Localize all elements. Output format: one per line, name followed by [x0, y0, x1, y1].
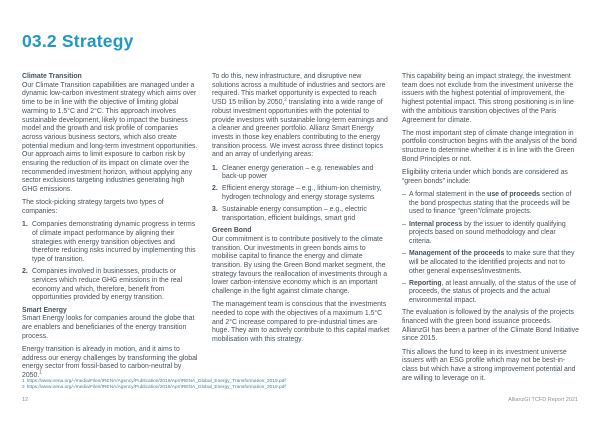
text-run: A formal statement in the: [409, 190, 488, 198]
footnotes: [22, 379, 286, 391]
page-title: 03.2 Strategy: [22, 31, 134, 51]
text-run: This capability being an impact strategy, the investment team does not exclude from the investment universe the issuers with the highest potential of improvement, the highest potential impact. This strong positioning is in line with the ambitious transition objectives of the Paris Agreement for climate.: [402, 73, 574, 124]
list-item-text: [409, 221, 580, 247]
list-item-text: [32, 268, 200, 303]
footnote-reference: 2: [284, 96, 287, 102]
text-run: Smart Energy looks for companies around the globe that are enablers and beneficiaries of the energy transition process.: [22, 315, 195, 340]
bullet-list-item: [402, 280, 580, 306]
text-run: The stock-picking strategy targets two types of companies:: [22, 199, 164, 216]
text-run: Our commitment is to contribute positively to the climate transition. Our investments in green bonds aims to mobilise capital to finance the energy and climate transition. By using the Green Bond market segment, the strategy favours the reallocation of investments through a lower carbon-intensive economy which is an important challenge in the fight against climate change.: [212, 235, 388, 296]
text-run: To do this, new infrastructure, and disruptive new solutions across a multitude of industries and sectors are required. This market opportunity is expected to reach USD 15 trillion by 2050,: [212, 73, 386, 107]
bullet-list-item: [402, 191, 580, 217]
footnote-link[interactable]: https://www.irena.org/-/media/Files/IRENA/Agency/Publication/2019/Apr/IRENA_Global_Energy_Transformation_2019.pdf: [26, 379, 286, 384]
list-item-text: [222, 165, 390, 182]
page-footer: [22, 397, 578, 403]
page-number: 12: [22, 397, 29, 403]
list-marker: 3.: [212, 206, 218, 214]
text-run: to make sure that they will be allocated to the identified projects and not to other general expenses/investments.: [409, 250, 575, 275]
paragraph: [212, 301, 390, 345]
paragraph: [212, 73, 390, 160]
text-run: The management team is conscious that the investments needed to cope with the objectives of a maximum 1.5°C and 2°C increase compared to pre-industrial times are huge. They aim to actively contribute to this capital market mobilisation with this strategy.: [212, 301, 390, 344]
text-run: translating into a wide range of robust investment opportunities with the potential to provide investors with sustainable long-term earnings and a cleaner and greener portfolio. Allianz Smart Energy invests in those key enablers contributing to the energy transition process. We invest across three distinct topics and an array of underlying areas:: [212, 99, 388, 159]
list-marker: –: [402, 190, 406, 198]
text-run: Reporting: [409, 279, 442, 287]
footnote-reference: 1: [39, 369, 42, 375]
numbered-list-item: [22, 221, 200, 265]
text-run: Our Climate Transition capabilities are managed under a dynamic low-carbon investment strategy which aims over time to be in line with the objective of limiting global warming to 1.5°C and 2°C. This approach involves sustainable development, likely to impact the business model and the growth and risk profile of companies across various business sectors, which also create potential medium and long-term investment opportunities. Our approach aims to limit exposure to carbon risk by ensuring the reduction of its impact on climate over the recommended investment horizon, without applying any sector exclusions targeting industries generating high GHG emissions.: [22, 81, 198, 194]
text-column-3: [402, 73, 580, 388]
list-marker: 1.: [22, 221, 28, 229]
list-marker: 2.: [212, 185, 218, 193]
text-run: , at least annually, of the status of the use of proceeds, the status of projects and the actual environmental impact.: [409, 279, 576, 305]
paragraph: [402, 309, 580, 344]
text-column-1: [22, 73, 200, 388]
list-item-text: [222, 185, 390, 202]
bullet-list-item: [402, 221, 580, 247]
text-run: section of the bond prospectus stating that the proceeds will be used to finance “green”/climate projects.: [409, 190, 572, 216]
bullet-list-item: [402, 250, 580, 276]
numbered-list-item: [212, 165, 390, 182]
list-item-text: [409, 280, 580, 306]
paragraph: [212, 236, 390, 297]
paragraph: [22, 82, 200, 195]
list-marker: 2.: [22, 268, 28, 276]
text-run: Internal process: [409, 220, 463, 228]
footnote: [22, 385, 286, 391]
paragraph: [402, 130, 580, 165]
section-heading: Green Bond: [212, 227, 252, 235]
text-run: The most important step of climate change integration in portfolio construction begins with the analysis of the bond structure to determine whether it is in line with the Green Bond Principles or not.: [402, 129, 577, 163]
paragraph: [402, 349, 580, 384]
list-marker: –: [402, 250, 406, 258]
text-run: Companies demonstrating dynamic progress in terms of climate impact performance by aligning their strategies with energy transition objectives and therefore reducing risks incurred by implementing this type of transition.: [32, 221, 196, 264]
numbered-list-item: [212, 206, 390, 223]
content-columns: [22, 73, 578, 388]
text-run: Companies involved in businesses, products or services which reduce GHG emissions in the real economy and which, therefore, benefit from opportunities provided by energy transition.: [32, 268, 183, 302]
list-marker: 1.: [212, 164, 218, 172]
list-item-text: [409, 191, 580, 217]
paragraph: [22, 315, 200, 341]
footnote-marker: 1: [22, 379, 25, 384]
text-run: Cleaner energy generation – e.g. renewables and back-up power: [222, 164, 374, 181]
report-name: AllianzGI TCFD Report 2021: [508, 397, 578, 403]
text-column-2: [212, 73, 390, 388]
text-run: Sustainable energy consumption – e.g., electric transportation, efficient buildings, smart grid: [222, 206, 367, 223]
text-run: Management of the proceeds: [409, 250, 505, 258]
list-item-text: [32, 221, 200, 265]
footnote-marker: 2: [22, 384, 25, 390]
text-run: The evaluation is followed by the analysis of the projects financed with the green bond issuance proceeds. AllianzGI has been a partner of the Climate Bond Initiative since 2015.: [402, 309, 579, 343]
list-item-text: [409, 250, 580, 276]
numbered-list-item: [22, 268, 200, 303]
section-heading: Smart Energy: [22, 306, 67, 314]
footnote-link[interactable]: https://www.irena.org/-/media/Files/IRENA/Agency/Publication/2019/Apr/IRENA_Global_Energy_Transformation_2019.pdf: [26, 384, 286, 390]
text-run: Eligibility criteria under which bonds are considered as “green bonds” include:: [402, 169, 568, 185]
numbered-list-item: [212, 185, 390, 202]
paragraph: [402, 73, 580, 125]
paragraph: [22, 199, 200, 216]
paragraph: [22, 346, 200, 381]
text-run: Efficient energy storage – e.g., lithium-ion chemistry, hydrogen technology and energy storage systems: [222, 185, 382, 202]
list-marker: –: [402, 279, 406, 287]
text-run: Energy transition is already in motion, and it aims to address our energy challenges by transforming the global energy sector from fossil-based to carbon-neutral by 2050.: [22, 345, 198, 379]
text-run: by the issuer to identify qualifying projects based on sound methodology and clear criteria.: [409, 220, 566, 245]
text-run: use of proceeds: [487, 190, 540, 198]
list-marker: –: [402, 220, 406, 228]
text-run: This allows the fund to keep in its investment universe issuers with an ESG profile which may not be best-in-class but which have a strong improvement potential and are willing to leverage on it.: [402, 348, 576, 382]
list-item-text: [222, 206, 390, 223]
paragraph: [402, 169, 580, 186]
section-heading: Climate Transition: [22, 73, 82, 80]
